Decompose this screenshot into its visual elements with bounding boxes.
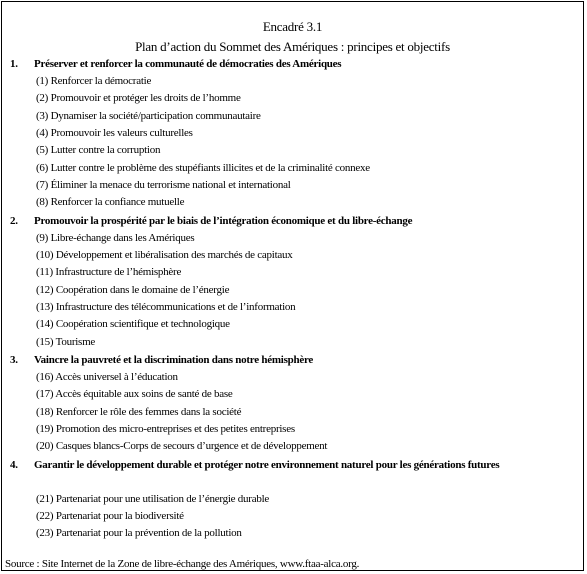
list-item: (4) Promouvoir les valeurs culturelles	[36, 127, 193, 139]
section-3-heading	[10, 352, 579, 369]
list-item: (12) Coopération dans le domaine de l’énergie	[36, 284, 230, 296]
list-item: (10) Développement et libéralisation des marchés de capitaux	[36, 249, 293, 261]
section-heading-text: Promouvoir la prospérité par le biais de l’intégration économique et du libre-échange	[34, 215, 413, 227]
list-item: (11) Infrastructure de l’hémisphère	[36, 266, 182, 278]
source-note: Source : Site Internet de la Zone de libre-échange des Amériques, www.ftaa-alca.org.	[5, 558, 360, 570]
list-item: (2) Promouvoir et protéger les droits de l’homme	[36, 92, 241, 104]
list-item: (22) Partenariat pour la biodiversité	[36, 510, 184, 522]
list-item: (21) Partenariat pour une utilisation de l’énergie durable	[36, 493, 270, 505]
list-item: (17) Accès équitable aux soins de santé de base	[36, 388, 233, 400]
section-heading-text: Vaincre la pauvreté et la discrimination dans notre hémisphère	[34, 354, 314, 366]
list-item: (7) Éliminer la menace du terrorisme national et international	[36, 179, 291, 191]
list-item: (20) Casques blancs-Corps de secours d’urgence et de développement	[36, 440, 328, 452]
section-number: 1.	[10, 58, 18, 70]
list-item: (14) Coopération scientifique et technologique	[36, 318, 230, 330]
list-item: (16) Accès universel à l’éducation	[36, 371, 178, 383]
section-4-heading	[10, 457, 579, 474]
list-item: (6) Lutter contre le problème des stupéfiants illicites et de la criminalité connexe	[36, 162, 370, 174]
list-item: (8) Renforcer la confiance mutuelle	[36, 196, 185, 208]
section-number: 3.	[10, 354, 18, 366]
section-2-heading	[10, 213, 579, 230]
section-heading-text: Garantir le développement durable et protéger notre environnement naturel pour les générations futures	[34, 459, 500, 471]
list-item: (1) Renforcer la démocratie	[36, 75, 152, 87]
list-item: (23) Partenariat pour la prévention de la pollution	[36, 527, 242, 539]
list-item: (3) Dynamiser la société/participation communautaire	[36, 110, 261, 122]
list-item: (9) Libre-échange dans les Amériques	[36, 232, 195, 244]
list-item: (15) Tourisme	[36, 336, 96, 348]
section-1-heading	[10, 56, 579, 73]
section-heading-text: Préserver et renforcer la communauté de démocraties des Amériques	[34, 58, 342, 70]
list-item: (18) Renforcer le rôle des femmes dans la société	[36, 406, 242, 418]
section-number: 4.	[10, 459, 18, 471]
box-title: Plan d’action du Sommet des Amériques : principes et objectifs	[135, 39, 450, 54]
list-item: (5) Lutter contre la corruption	[36, 144, 161, 156]
box-label: Encadré 3.1	[262, 19, 323, 34]
box-frame	[1, 1, 584, 571]
section-number: 2.	[10, 215, 18, 227]
list-item: (19) Promotion des micro-entreprises et des petites entreprises	[36, 423, 295, 435]
list-item: (13) Infrastructure des télécommunications et de l’information	[36, 301, 296, 313]
